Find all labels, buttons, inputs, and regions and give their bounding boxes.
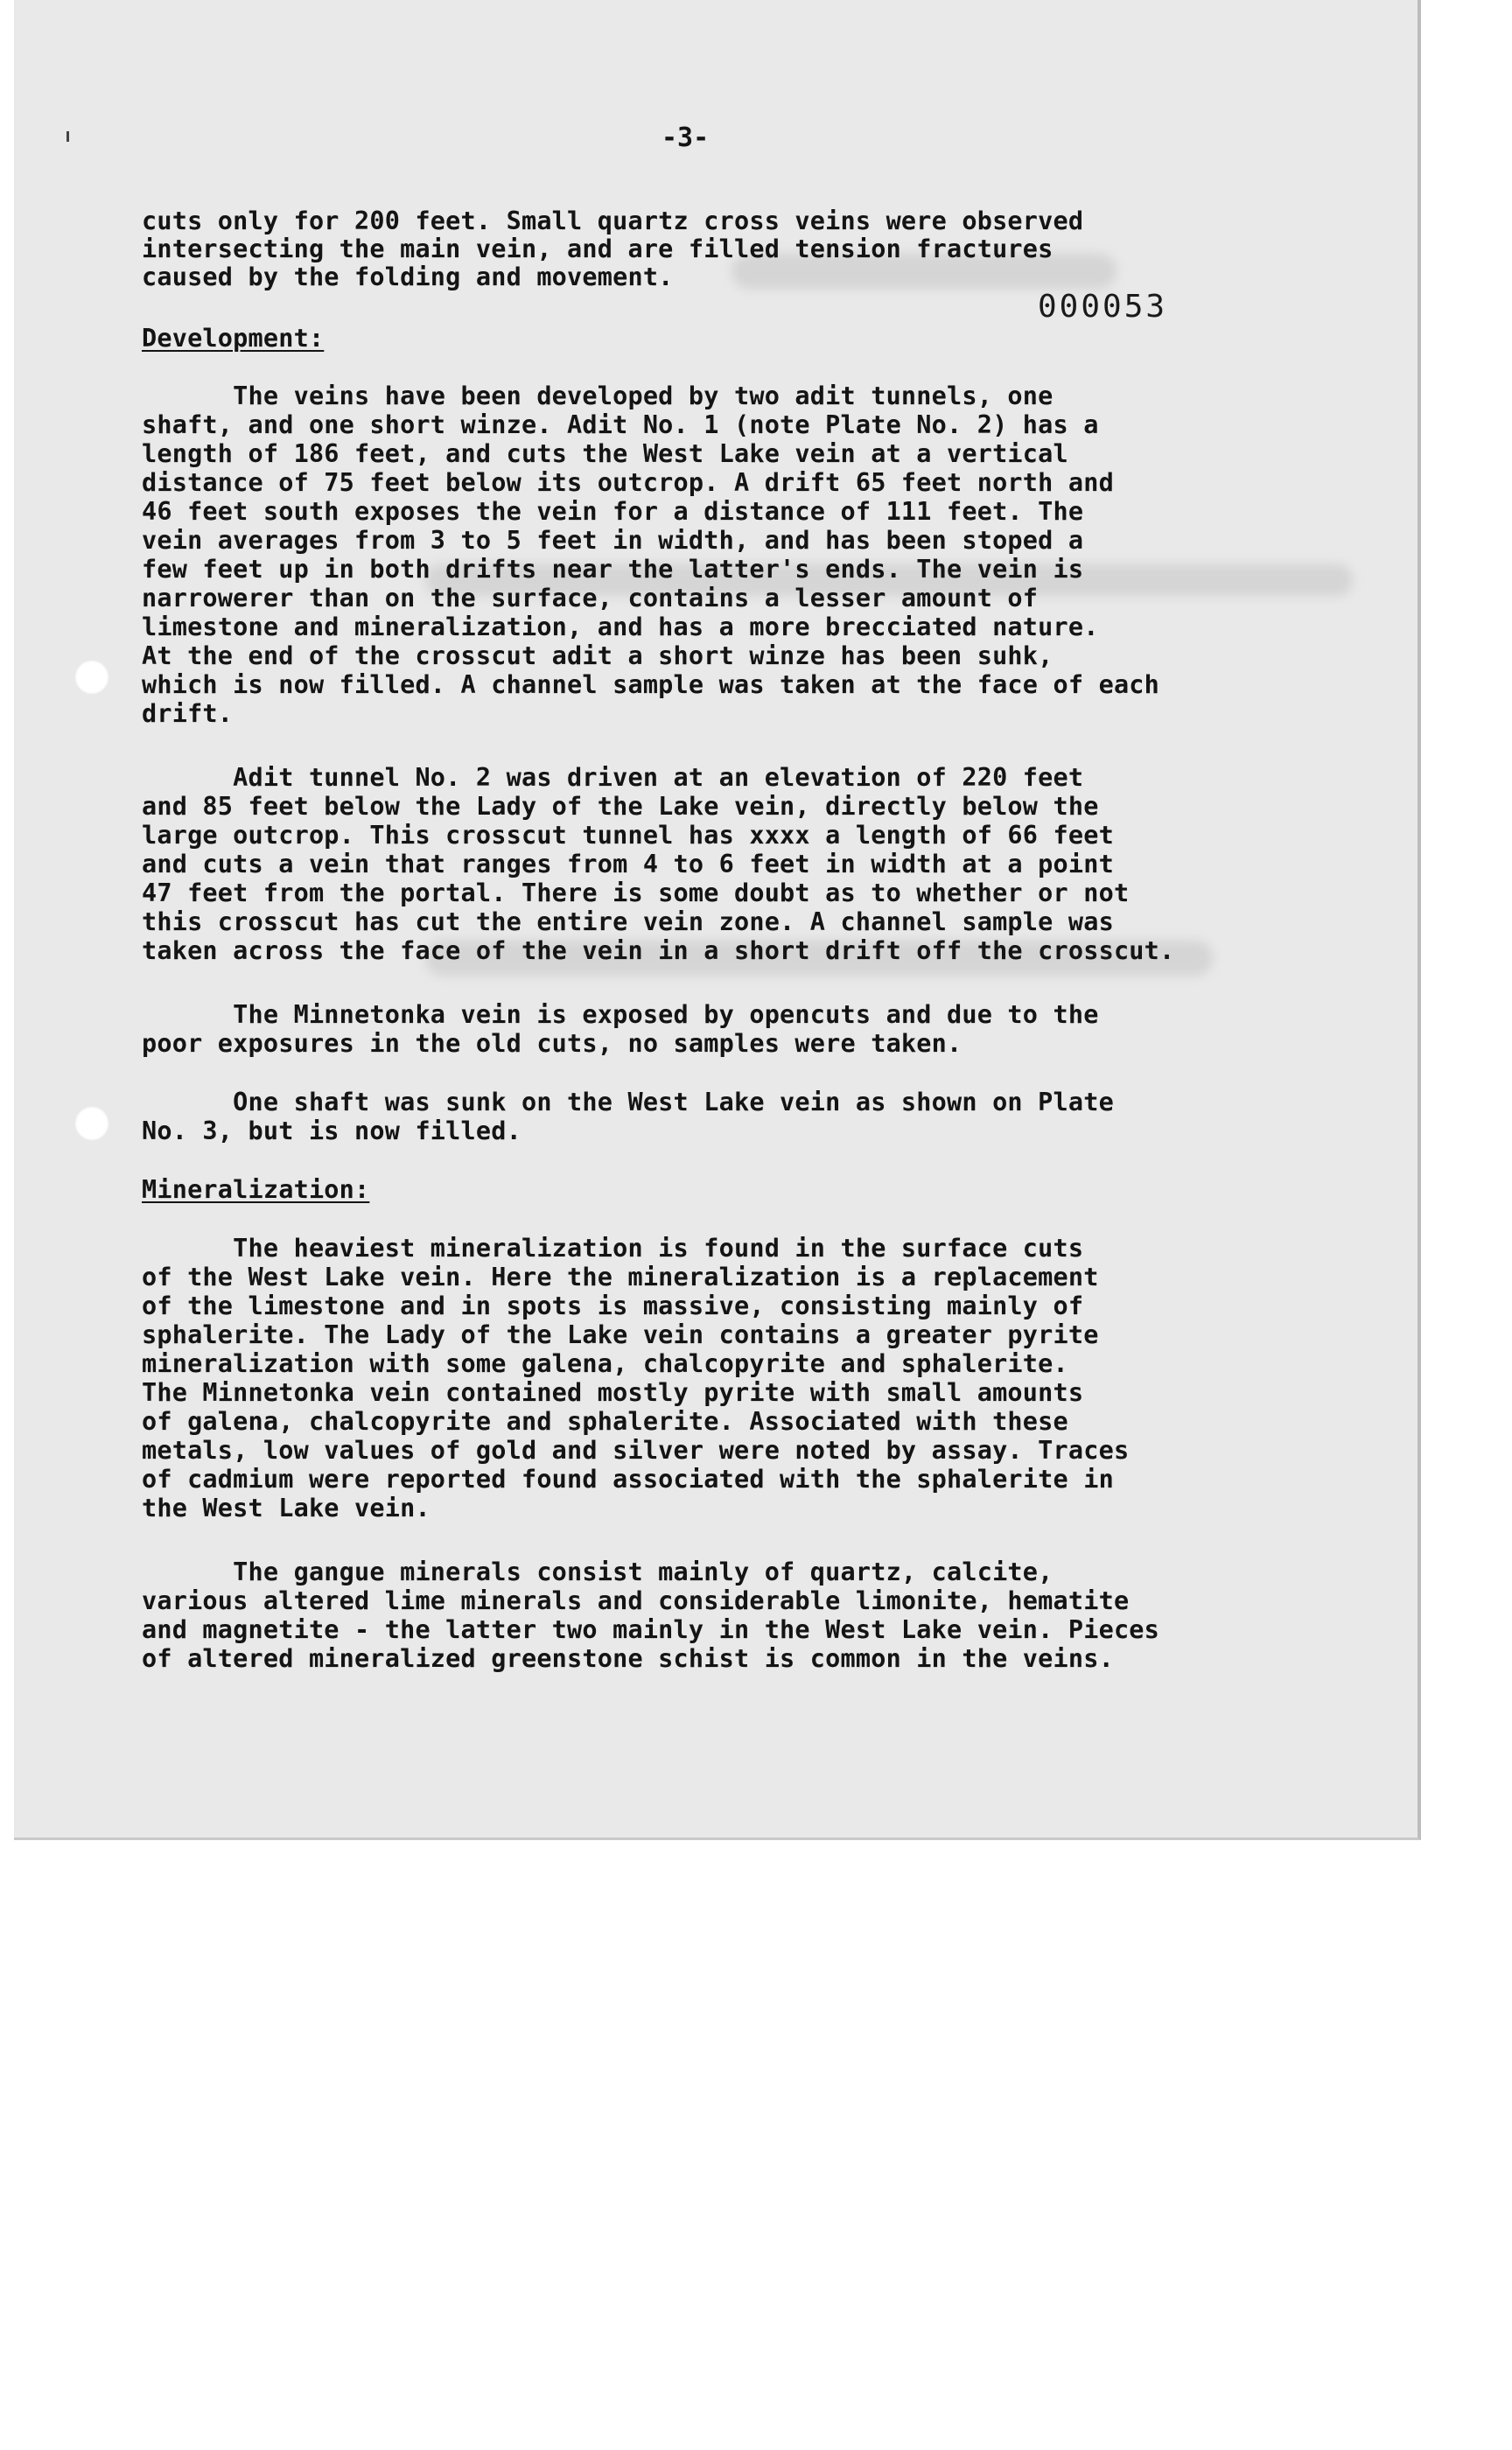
text-line: and cuts a vein that ranges from 4 to 6 feet in width at a point [142,850,1114,878]
text-line: At the end of the crosscut adit a short winze has been suhk, [142,641,1054,670]
text-line: poor exposures in the old cuts, no samples were taken. [142,1029,962,1058]
text-line: 47 feet from the portal. There is some doubt as to whether or not [142,878,1130,907]
text-line: large outcrop. This crosscut tunnel has xxxx a length of 66 feet [142,821,1114,850]
text-line: and 85 feet below the Lady of the Lake vein, directly below the [142,792,1099,821]
scanned-page [14,0,1421,1840]
text-line: The heaviest mineralization is found in the surface cuts [142,1234,1084,1263]
text-line: vein averages from 3 to 5 feet in width, and has been stoped a [142,526,1084,555]
text-line: drift. [142,699,234,728]
section-heading-mineralization: Mineralization: [142,1175,370,1204]
binder-hole [74,660,109,695]
text-line: this crosscut has cut the entire vein zone. A channel sample was [142,907,1114,936]
text-line: of altered mineralized greenstone schist is common in the veins. [142,1644,1114,1673]
text-line: The Minnetonka vein is exposed by opencuts and due to the [142,1000,1099,1029]
text-line: which is now filled. A channel sample was taken at the face of each [142,670,1160,699]
text-line: taken across the face of the vein in a short drift off the crosscut. [142,936,1175,965]
text-line: The veins have been developed by two adit tunnels, one [142,382,1054,410]
text-line: of the limestone and in spots is massive, consisting mainly of [142,1292,1084,1320]
binder-hole [74,1106,109,1141]
document-number-stamp: 000053 [1038,289,1168,325]
text-line: mineralization with some galena, chalcopyrite and sphalerite. [142,1349,1068,1378]
text-line: various altered lime minerals and considerable limonite, hematite [142,1586,1130,1615]
text-line: The gangue minerals consist mainly of quartz, calcite, [142,1558,1054,1586]
text-line: distance of 75 feet below its outcrop. A drift 65 feet north and [142,468,1114,497]
text-line: intersecting the main vein, and are filled tension fractures [142,234,1054,263]
text-line: of cadmium were reported found associated with the sphalerite in [142,1465,1114,1494]
text-line: caused by the folding and movement. [142,262,674,291]
text-line: length of 186 feet, and cuts the West Lake vein at a vertical [142,439,1068,468]
text-line: limestone and mineralization, and has a more brecciated nature. [142,612,1099,641]
text-line: 46 feet south exposes the vein for a distance of 111 feet. The [142,497,1084,526]
text-line: metals, low values of gold and silver were noted by assay. Traces [142,1436,1130,1465]
text-line: shaft, and one short winze. Adit No. 1 (note Plate No. 2) has a [142,410,1099,439]
text-line: cuts only for 200 feet. Small quartz cross veins were observed [142,206,1084,235]
page-number: -3- [662,122,710,153]
text-line: Adit tunnel No. 2 was driven at an elevation of 220 feet [142,763,1084,792]
text-line: One shaft was sunk on the West Lake vein as shown on Plate [142,1088,1114,1116]
text-line: few feet up in both drifts near the latter's ends. The vein is [142,555,1084,584]
text-line: the West Lake vein. [142,1494,430,1522]
text-line: and magnetite - the latter two mainly in the West Lake vein. Pieces [142,1615,1160,1644]
text-line: The Minnetonka vein contained mostly pyrite with small amounts [142,1378,1084,1407]
text-line: of galena, chalcopyrite and sphalerite. Associated with these [142,1407,1068,1436]
text-line: narrowerer than on the surface, contains a lesser amount of [142,584,1039,612]
section-heading-development: Development: [142,324,325,353]
text-line: of the West Lake vein. Here the mineralization is a replacement [142,1263,1099,1292]
text-line: sphalerite. The Lady of the Lake vein contains a greater pyrite [142,1320,1099,1349]
text-line: No. 3, but is now filled. [142,1116,522,1145]
